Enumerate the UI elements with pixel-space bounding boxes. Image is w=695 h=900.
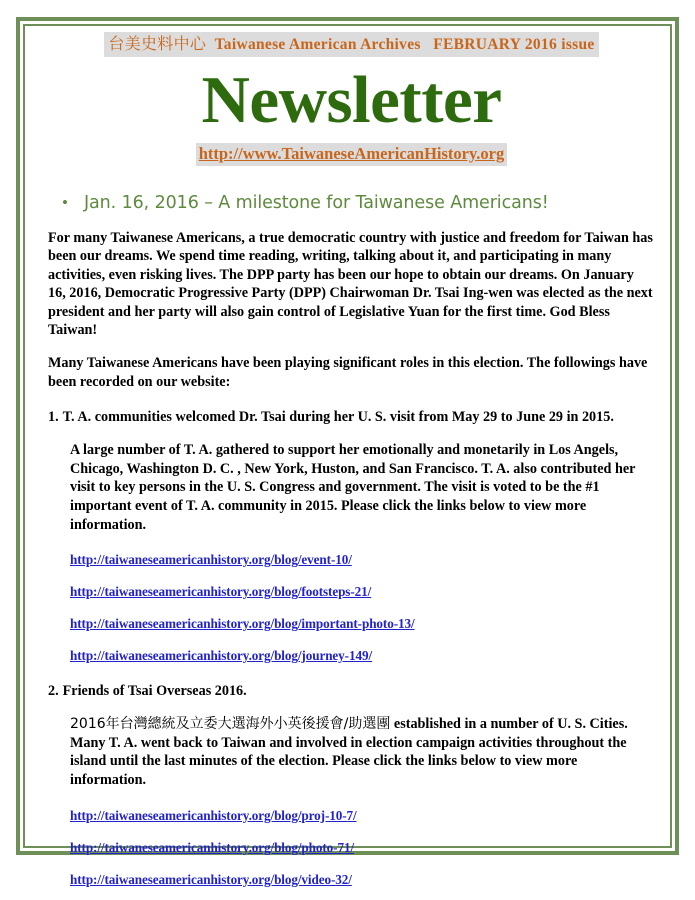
- roles-paragraph: Many Taiwanese Americans have been playing significant roles in this election. The followings have been recorded on our website:: [48, 355, 648, 390]
- archive-banner: [104, 32, 598, 57]
- list-item: [48, 871, 655, 889]
- list-item: [48, 583, 655, 601]
- section-2-body: [48, 715, 655, 790]
- bullet-icon: •: [62, 192, 68, 212]
- blog-link[interactable]: http://taiwaneseamericanhistory.org/blog/important-photo-13/: [70, 616, 415, 632]
- section-1-heading-text: T. A. communities welcomed Dr. Tsai during her U. S. visit from May 29 to June 29 in 2015.: [62, 409, 614, 426]
- newsletter-content: [20, 21, 683, 887]
- section-2-heading: [48, 682, 655, 700]
- blog-link[interactable]: http://taiwaneseamericanhistory.org/blog/photo-71/: [70, 839, 355, 855]
- list-item: [48, 647, 655, 665]
- archive-name-english: Taiwanese American Archives: [214, 36, 421, 53]
- section-2-body-chinese: 2016年台灣總統及立委大選海外小英後援會/助選團: [70, 715, 391, 732]
- blog-link[interactable]: http://taiwaneseamericanhistory.org/blog/journey-149/: [70, 648, 373, 664]
- section-2-body-english: established in a number of U. S. Cities. Many T. A. went back to Taiwan and involved in election campaign activities throughout the island until the last minutes of the election. Please click the links below to view more information.: [70, 715, 628, 789]
- section-2-link-list: [48, 807, 655, 889]
- blog-link[interactable]: http://taiwaneseamericanhistory.org/blog/video-32/: [70, 871, 352, 887]
- section-1-body: A large number of T. A. gathered to support her emotionally and monetarily in Los Angels, Chicago, Washington D. C. , New York, Huston, and San Francisco. T. A. also contributed her visit to key persons in the U. S. Congress and government. The visit is voted to be the #1 important event of T. A. community in 2015. Please click the links below to view more information.: [70, 441, 636, 533]
- section-1-link-list: [48, 551, 655, 665]
- section-1-number: 1.: [48, 409, 59, 426]
- list-item: [48, 551, 655, 569]
- section-2-heading-text: Friends of Tsai Overseas 2016.: [62, 683, 247, 700]
- blog-link[interactable]: http://taiwaneseamericanhistory.org/blog/footsteps-21/: [70, 584, 372, 600]
- archive-name-chinese: 台美史料中心: [108, 34, 207, 53]
- list-item: [48, 807, 655, 825]
- blog-link[interactable]: http://taiwaneseamericanhistory.org/blog/event-10/: [70, 552, 352, 568]
- section-1-heading: [48, 408, 655, 426]
- section-2-number: 2.: [48, 683, 59, 700]
- list-item: [48, 615, 655, 633]
- decorative-page-border: [16, 17, 679, 887]
- list-item: [48, 839, 655, 857]
- site-url-link[interactable]: http://www.TaiwaneseAmericanHistory.org: [196, 143, 508, 166]
- issue-date: FEBRUARY 2016 issue: [433, 36, 595, 53]
- masthead: [48, 32, 655, 166]
- blog-link[interactable]: http://taiwaneseamericanhistory.org/blog/proj-10-7/: [70, 807, 357, 823]
- page-title: Newsletter: [201, 63, 502, 138]
- milestone-headline: [48, 193, 655, 214]
- milestone-headline-text: Jan. 16, 2016 – A milestone for Taiwanese Americans!: [84, 192, 549, 213]
- intro-paragraph: For many Taiwanese Americans, a true democratic country with justice and freedom for Taiwan has been our dreams. We spend time reading, writing, talking about it, and participating in many activities, even risking lives. The DPP party has been our hope to obtain our dreams. On January 16, 2016, Democratic Progressive Party (DPP) Chairwoman Dr. Tsai Ing-wen was elected as the next president and her party will also gain control of Legislative Yuan for the first time. God Bless Taiwan!: [48, 229, 653, 338]
